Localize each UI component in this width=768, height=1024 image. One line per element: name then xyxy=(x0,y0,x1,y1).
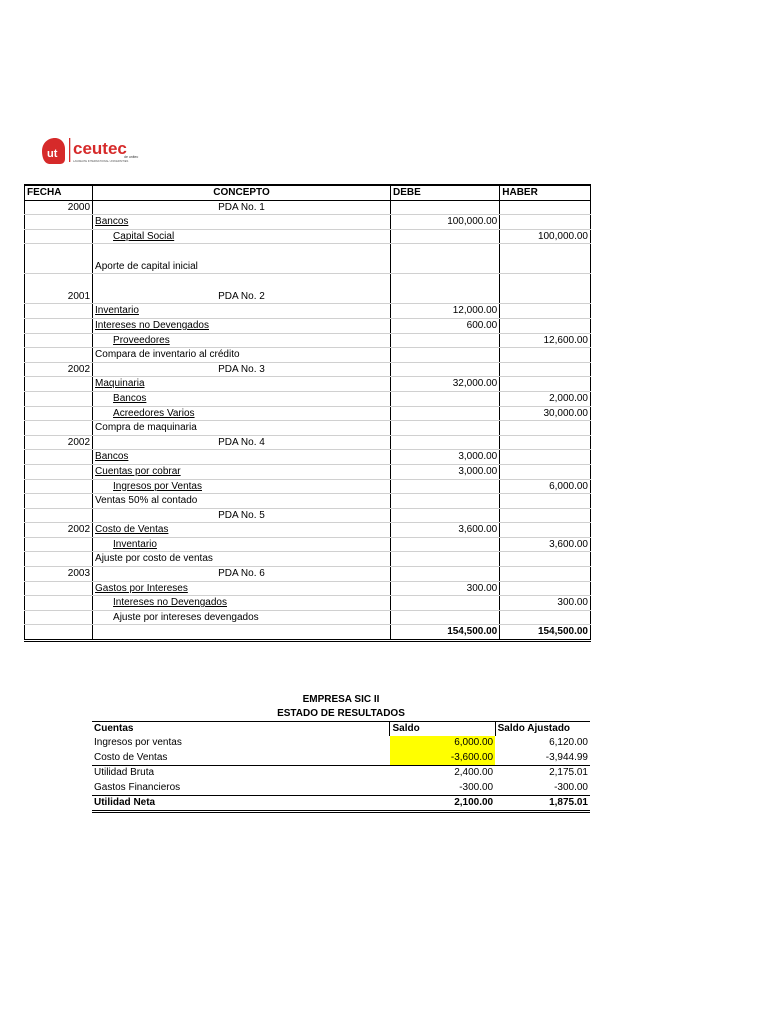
cell-concepto xyxy=(93,318,391,333)
income-row xyxy=(92,751,590,766)
ceutec-logo xyxy=(38,135,158,167)
cell-debe xyxy=(390,274,499,304)
cell-debe xyxy=(390,494,499,509)
income-row xyxy=(92,781,590,796)
header-cuentas: Cuentas xyxy=(92,722,390,737)
cell-saldo: 2,100.00 xyxy=(390,796,495,812)
account-name: Inventario xyxy=(113,538,157,550)
cell-haber: 2,000.00 xyxy=(500,391,591,406)
cell-haber: 30,000.00 xyxy=(500,406,591,421)
cell-debe: 600.00 xyxy=(390,318,499,333)
cell-haber xyxy=(500,464,591,479)
header-haber: HABER xyxy=(500,185,591,200)
logo-mark-text: ut xyxy=(47,148,58,160)
cell-haber xyxy=(500,318,591,333)
account-name: Capital Social xyxy=(113,230,175,242)
cell-fecha xyxy=(25,596,93,611)
cell-debe xyxy=(390,362,499,377)
journal-row xyxy=(25,552,591,567)
cell-debe xyxy=(390,508,499,523)
cell-concepto xyxy=(93,596,391,611)
logo-sub2-text: LAUREATE INTERNATIONAL UNIVERSITIES xyxy=(73,160,129,163)
ceutec-logo-graphic xyxy=(38,135,158,167)
cell-fecha xyxy=(25,464,93,479)
logo-sub1-text: de unitec xyxy=(124,155,139,159)
cell-debe: 100,000.00 xyxy=(390,215,499,230)
cell-debe xyxy=(390,537,499,552)
account-name: Intereses no Devengados xyxy=(95,319,209,331)
cell-fecha xyxy=(25,229,93,244)
cell-fecha xyxy=(25,406,93,421)
cell-debe: 32,000.00 xyxy=(390,377,499,392)
cell-concepto xyxy=(93,464,391,479)
journal-row xyxy=(25,537,591,552)
cell-debe: 12,000.00 xyxy=(390,304,499,319)
cell-haber xyxy=(500,552,591,567)
cell-fecha xyxy=(25,391,93,406)
cell-concepto xyxy=(93,377,391,392)
journal-row xyxy=(25,450,591,465)
cell-fecha xyxy=(25,244,93,274)
cell-haber xyxy=(500,435,591,450)
journal-row xyxy=(25,318,591,333)
journal-row xyxy=(25,304,591,319)
journal-row xyxy=(25,421,591,436)
journal-row xyxy=(25,333,591,348)
cell-concepto xyxy=(93,479,391,494)
cell-debe xyxy=(390,567,499,582)
cell-concepto: Aporte de capital inicial xyxy=(93,244,391,274)
account-name: Ingresos por Ventas xyxy=(113,480,202,492)
cell-saldo-ajustado: 6,120.00 xyxy=(549,737,588,749)
journal-row xyxy=(25,215,591,230)
journal-row xyxy=(25,567,591,582)
cell-concepto: PDA No. 2 xyxy=(93,274,391,304)
cell-concepto: PDA No. 4 xyxy=(93,435,391,450)
account-name: Gastos por Intereses xyxy=(95,582,188,594)
journal-row xyxy=(25,229,591,244)
cell-haber: 6,000.00 xyxy=(500,479,591,494)
income-statement-table xyxy=(92,721,590,813)
cell-haber xyxy=(500,421,591,436)
cell-saldo-ajustado: 2,175.01 xyxy=(495,766,590,781)
journal-row xyxy=(25,596,591,611)
total-haber: 154,500.00 xyxy=(500,625,591,641)
cell-concepto xyxy=(93,229,391,244)
cell-fecha xyxy=(25,304,93,319)
cell-saldo: -300.00 xyxy=(459,781,494,793)
journal-table xyxy=(24,184,591,642)
cell-fecha xyxy=(25,421,93,436)
cell-concepto xyxy=(93,333,391,348)
journal-row xyxy=(25,200,591,215)
cell-concepto: Ventas 50% al contado xyxy=(93,494,391,509)
account-name: Inventario xyxy=(95,305,139,317)
cell-fecha: 2002 xyxy=(25,435,93,450)
cell-concepto xyxy=(93,406,391,421)
cell-concepto xyxy=(93,304,391,319)
cell-concepto: PDA No. 5 xyxy=(93,508,391,523)
cell-haber xyxy=(500,304,591,319)
cell-debe xyxy=(390,421,499,436)
cell-concepto xyxy=(93,625,391,641)
cell-fecha xyxy=(25,333,93,348)
journal-row xyxy=(25,362,591,377)
cell-haber xyxy=(500,523,591,538)
cell-fecha xyxy=(25,377,93,392)
cell-saldo: -3,600.00 xyxy=(390,751,495,766)
cell-haber xyxy=(500,200,591,215)
cell-haber xyxy=(500,581,591,596)
cell-haber xyxy=(500,274,591,304)
cell-fecha xyxy=(25,610,93,625)
cell-concepto xyxy=(93,523,391,538)
cell-fecha xyxy=(25,537,93,552)
cell-debe: 3,000.00 xyxy=(390,450,499,465)
journal-row xyxy=(25,581,591,596)
cell-haber: 100,000.00 xyxy=(500,229,591,244)
cell-concepto xyxy=(93,215,391,230)
cell-haber xyxy=(500,567,591,582)
journal-header-row xyxy=(25,185,591,200)
cell-haber: 3,600.00 xyxy=(500,537,591,552)
cell-fecha: 2003 xyxy=(25,567,93,582)
cell-debe xyxy=(390,391,499,406)
cell-debe xyxy=(390,610,499,625)
cell-debe xyxy=(390,479,499,494)
journal-row xyxy=(25,610,591,625)
cell-haber xyxy=(500,215,591,230)
header-concepto: CONCEPTO xyxy=(93,185,391,200)
cell-debe xyxy=(390,229,499,244)
cell-haber xyxy=(500,508,591,523)
cell-concepto xyxy=(93,450,391,465)
logo-divider xyxy=(69,138,70,162)
cell-haber xyxy=(500,450,591,465)
account-name: Maquinaria xyxy=(95,378,145,390)
journal-row xyxy=(25,406,591,421)
journal-row xyxy=(25,274,591,304)
cell-concepto: Ajuste por costo de ventas xyxy=(93,552,391,567)
cell-saldo: 2,400.00 xyxy=(390,766,495,781)
company-name: EMPRESA SIC II xyxy=(302,694,380,705)
cell-debe xyxy=(390,333,499,348)
journal-row xyxy=(25,464,591,479)
cell-haber xyxy=(500,377,591,392)
cell-concepto: Ajuste por intereses devengados xyxy=(93,610,391,625)
statement-title: ESTADO DE RESULTADOS xyxy=(277,708,405,719)
journal-row xyxy=(25,377,591,392)
cell-fecha xyxy=(25,215,93,230)
cell-haber xyxy=(500,244,591,274)
cell-saldo-ajustado: -3,944.99 xyxy=(545,751,588,763)
cell-fecha: 2002 xyxy=(25,523,93,538)
income-net-row xyxy=(92,796,590,812)
cell-debe xyxy=(390,552,499,567)
cell-cuenta: Utilidad Neta xyxy=(92,796,390,812)
income-row xyxy=(92,736,590,750)
account-name: Intereses no Devengados xyxy=(113,597,227,609)
cell-debe xyxy=(390,406,499,421)
cell-haber xyxy=(500,494,591,509)
header-fecha: FECHA xyxy=(25,185,93,200)
cell-debe xyxy=(390,596,499,611)
cell-cuenta: Ingresos por ventas xyxy=(94,737,182,749)
journal-row xyxy=(25,523,591,538)
journal-row xyxy=(25,435,591,450)
account-name: Bancos xyxy=(95,451,129,463)
journal-row xyxy=(25,508,591,523)
cell-cuenta: Gastos Financieros xyxy=(94,781,181,793)
account-name: Bancos xyxy=(113,392,147,404)
journal-row xyxy=(25,348,591,363)
cell-cuenta: Utilidad Bruta xyxy=(92,766,390,781)
header-saldo: Saldo xyxy=(390,722,495,737)
account-name: Cuentas por cobrar xyxy=(95,465,181,477)
header-saldo-ajustado: Saldo Ajustado xyxy=(495,722,590,737)
income-row xyxy=(92,766,590,781)
cell-debe xyxy=(390,348,499,363)
cell-concepto: Compara de inventario al crédito xyxy=(93,348,391,363)
cell-fecha: 2000 xyxy=(25,200,93,215)
logo-brand-text: ceutec xyxy=(73,139,127,158)
account-name: Bancos xyxy=(95,216,129,228)
cell-fecha xyxy=(25,348,93,363)
cell-fecha xyxy=(25,479,93,494)
cell-debe: 3,000.00 xyxy=(390,464,499,479)
account-name: Proveedores xyxy=(113,334,170,346)
cell-fecha: 2002 xyxy=(25,362,93,377)
journal-row xyxy=(25,494,591,509)
journal-total-row xyxy=(25,625,591,641)
cell-debe xyxy=(390,244,499,274)
cell-concepto: Compra de maquinaria xyxy=(93,421,391,436)
cell-fecha xyxy=(25,508,93,523)
cell-saldo-ajustado: -300.00 xyxy=(554,781,588,793)
cell-concepto xyxy=(93,391,391,406)
cell-debe xyxy=(390,200,499,215)
cell-haber xyxy=(500,610,591,625)
income-header-row xyxy=(92,722,590,737)
cell-fecha: 2001 xyxy=(25,274,93,304)
cell-saldo: 6,000.00 xyxy=(390,736,495,750)
cell-concepto xyxy=(93,581,391,596)
cell-debe: 3,600.00 xyxy=(390,523,499,538)
journal-row xyxy=(25,244,591,274)
cell-haber xyxy=(500,362,591,377)
cell-fecha xyxy=(25,581,93,596)
cell-debe: 300.00 xyxy=(390,581,499,596)
header-debe: DEBE xyxy=(390,185,499,200)
cell-concepto xyxy=(93,537,391,552)
cell-haber: 12,600.00 xyxy=(500,333,591,348)
cell-concepto: PDA No. 3 xyxy=(93,362,391,377)
cell-haber: 300.00 xyxy=(500,596,591,611)
cell-haber xyxy=(500,348,591,363)
cell-saldo-ajustado: 1,875.01 xyxy=(495,796,590,812)
journal-row xyxy=(25,479,591,494)
journal-row xyxy=(25,391,591,406)
cell-fecha xyxy=(25,552,93,567)
cell-debe xyxy=(390,435,499,450)
cell-fecha xyxy=(25,450,93,465)
cell-fecha xyxy=(25,494,93,509)
cell-concepto: PDA No. 1 xyxy=(93,200,391,215)
account-name: Costo de Ventas xyxy=(95,524,169,536)
cell-cuenta: Costo de Ventas xyxy=(94,751,168,763)
account-name: Acreedores Varios xyxy=(113,407,195,419)
total-debe: 154,500.00 xyxy=(390,625,499,641)
cell-fecha xyxy=(25,318,93,333)
cell-fecha xyxy=(25,625,93,641)
cell-concepto: PDA No. 6 xyxy=(93,567,391,582)
